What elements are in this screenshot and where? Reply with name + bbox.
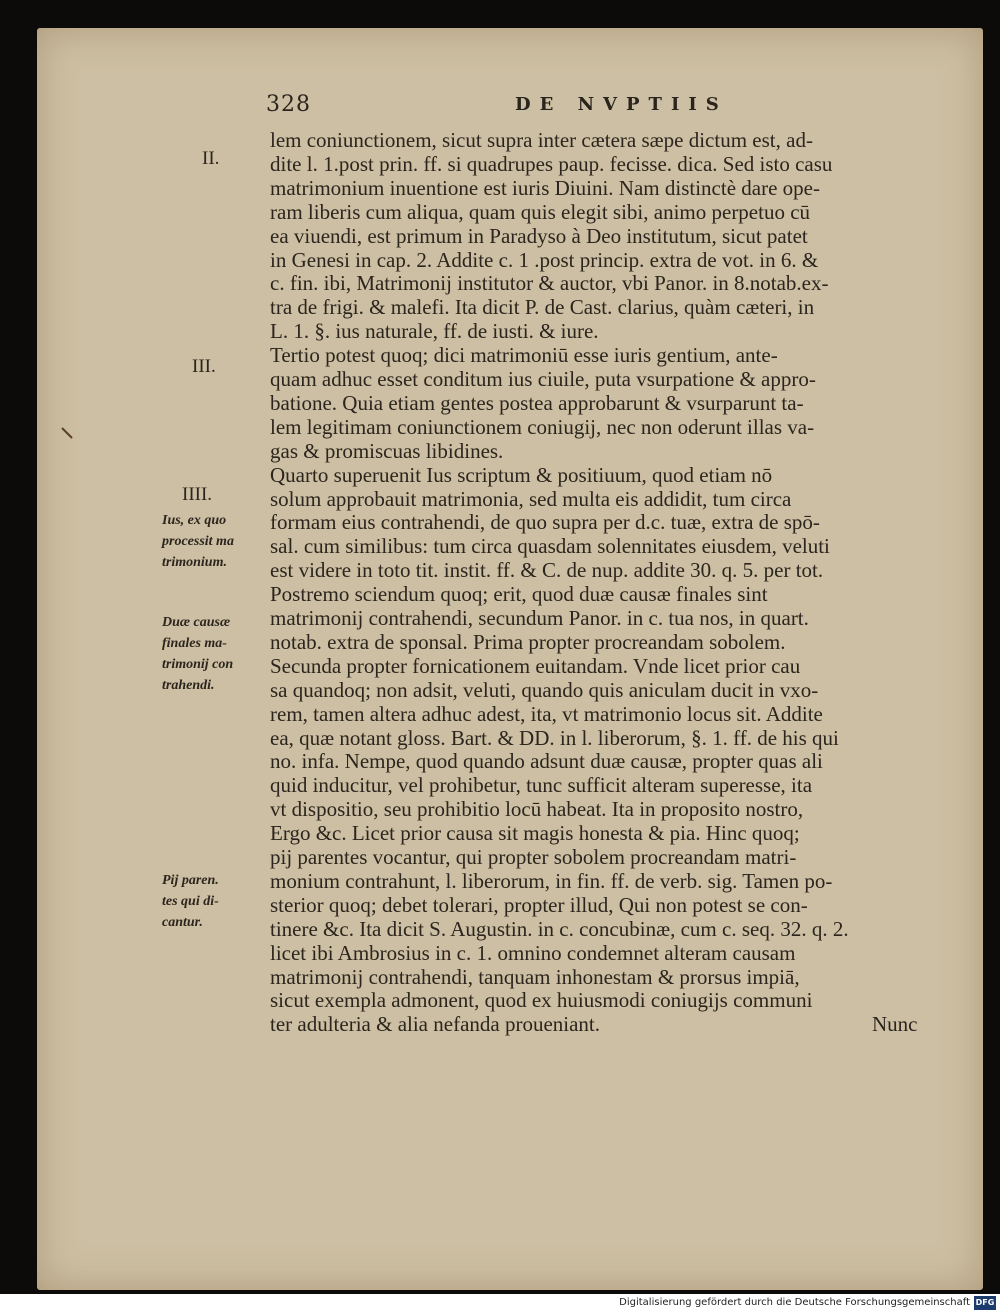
text-line: in Genesi in cap. 2. Addite c. 1 .post princip. extra de vot. in 6. & — [270, 247, 819, 272]
text-line: rem, tamen altera adhuc adest, ita, vt matrimonio locus sit. Addite — [270, 701, 823, 726]
text-line: ea viuendi, est primum in Paradyso à Deo institutum, sicut patet — [270, 223, 808, 248]
margin-note-line: tes qui di- — [162, 894, 219, 909]
text-line: batione. Quia etiam gentes postea approbarunt & vsurparunt ta- — [270, 390, 804, 415]
text-line: monium contrahunt, l. liberorum, in fin. ff. de verb. sig. Tamen po- — [270, 868, 833, 893]
text-line: dite l. 1.post prin. ff. si quadrupes paup. fecisse. dica. Sed isto casu — [270, 151, 833, 176]
margin-note-line: trimonium. — [162, 555, 227, 570]
footer-credit: Digitalisierung gefördert durch die Deutsche Forschungsgemeinschaft — [619, 1297, 970, 1308]
margin-note-line: Duæ causæ — [162, 615, 231, 630]
margin-note-line: processit ma — [162, 534, 234, 549]
running-title: DE NVPTIIS — [515, 94, 728, 115]
margin-note-line: finales ma- — [162, 636, 227, 651]
page-number: 328 — [266, 92, 311, 117]
margin-note-parentes — [162, 870, 219, 933]
text-line: est videre in toto tit. instit. ff. & C. de nup. addite 30. q. 5. per tot. — [270, 558, 824, 583]
text-line: Ergo &c. Licet prior causa sit magis honesta & pia. Hinc quoq; — [270, 821, 800, 846]
text-line: Secunda propter fornicationem euitandam. Vnde licet prior cau — [270, 653, 801, 678]
text-line: sa quandoq; non adsit, veluti, quando quis aniculam ducit in vxo- — [270, 677, 819, 702]
text-line: Quarto superuenit Ius scriptum & positiuum, quod etiam nō — [270, 462, 773, 487]
section-numeral-2: II. — [202, 148, 220, 169]
text-line: gas & promiscuas libidines. — [270, 438, 504, 463]
text-line: c. fin. ibi, Matrimonij institutor & auctor, vbi Panor. in 8.notab.ex- — [270, 271, 829, 296]
text-line: licet ibi Ambrosius in c. 1. omnino condemnet alteram causam — [270, 940, 796, 965]
text-line: Nunc — [872, 1012, 918, 1037]
text-line: matrimonium inuentione est iuris Diuini. Nam distinctè dare ope- — [270, 175, 820, 200]
text-line: L. 1. §. ius naturale, ff. de iusti. & iure. — [270, 319, 599, 344]
margin-note-ius — [162, 510, 234, 573]
text-line: sal. cum similibus: tum circa quasdam solennitates eiusdem, veluti — [270, 534, 830, 559]
text-line: no. infa. Nempe, quod quando adsunt duæ causæ, propter quas ali — [270, 749, 823, 774]
text-line: matrimonij contrahendi, tanquam inhonestam & prorsus impiā, — [270, 964, 800, 989]
text-line: lem legitimam coniunctionem coniugij, nec non oderunt illas va- — [270, 414, 815, 439]
text-line: sterior quoq; debet tolerari, propter illud, Qui non potest se con- — [270, 892, 808, 917]
margin-note-line: Pij paren. — [162, 873, 219, 888]
text-line: sicut exempla admonent, quod ex huiusmodi coniugijs communi — [270, 988, 813, 1013]
text-line: vt dispositio, seu prohibitio locū habeat. Ita in proposito nostro, — [270, 797, 804, 822]
ink-mark-icon — [60, 426, 74, 440]
text-line: tinere &c. Ita dicit S. Augustin. in c. concubinæ, cum c. seq. 32. q. 2. — [270, 916, 849, 941]
text-line: notab. extra de sponsal. Prima propter procreandam sobolem. — [270, 629, 786, 654]
footer-bar — [0, 1294, 1000, 1314]
margin-note-line: Ius, ex quo — [162, 513, 227, 528]
margin-note-line: trahendi. — [162, 678, 215, 693]
text-line: pij parentes vocantur, qui propter sobolem procreandam matri- — [270, 845, 797, 869]
text-line: formam eius contrahendi, de quo supra per d.c. tuæ, extra de spō- — [270, 510, 820, 535]
margin-note-causae — [162, 612, 233, 696]
text-line: ter adulteria & alia nefanda proueniant. — [270, 1012, 601, 1037]
text-line: ea, quæ notant gloss. Bart. & DD. in l. liberorum, §. 1. ff. de his qui — [270, 725, 839, 750]
text-line: lem coniunctionem, sicut supra inter cætera sæpe dictum est, ad- — [270, 128, 813, 152]
text-line: matrimonij contrahendi, secundum Panor. in c. tua nos, in quart. — [270, 606, 809, 630]
margin-note-line: cantur. — [162, 915, 203, 930]
dfg-logo: DFG — [974, 1296, 996, 1310]
text-line: solum approbauit matrimonia, sed multa eis addidit, tum circa — [270, 486, 792, 511]
text-line: quam adhuc esset conditum ius ciuile, puta vsurpatione & appro- — [270, 367, 816, 391]
text-line: tra de frigi. & malefi. Ita dicit P. de Cast. clarius, quàm cæteri, in — [270, 295, 815, 320]
margin-note-line: trimonij con — [162, 657, 234, 672]
text-line: Tertio potest quoq; dici matrimoniū esse iuris gentium, ante- — [270, 343, 778, 368]
text-line: Postremo sciendum quoq; erit, quod duæ causæ finales sint — [270, 582, 768, 607]
section-numeral-4: IIII. — [182, 484, 213, 505]
text-line: quid inducitur, vel prohibetur, tunc sufficit alteram superesse, ita — [270, 773, 813, 798]
text-line: ram liberis cum aliqua, quam quis elegit sibi, animo perpetuo cū — [270, 199, 811, 224]
section-numeral-3: III. — [192, 356, 216, 377]
